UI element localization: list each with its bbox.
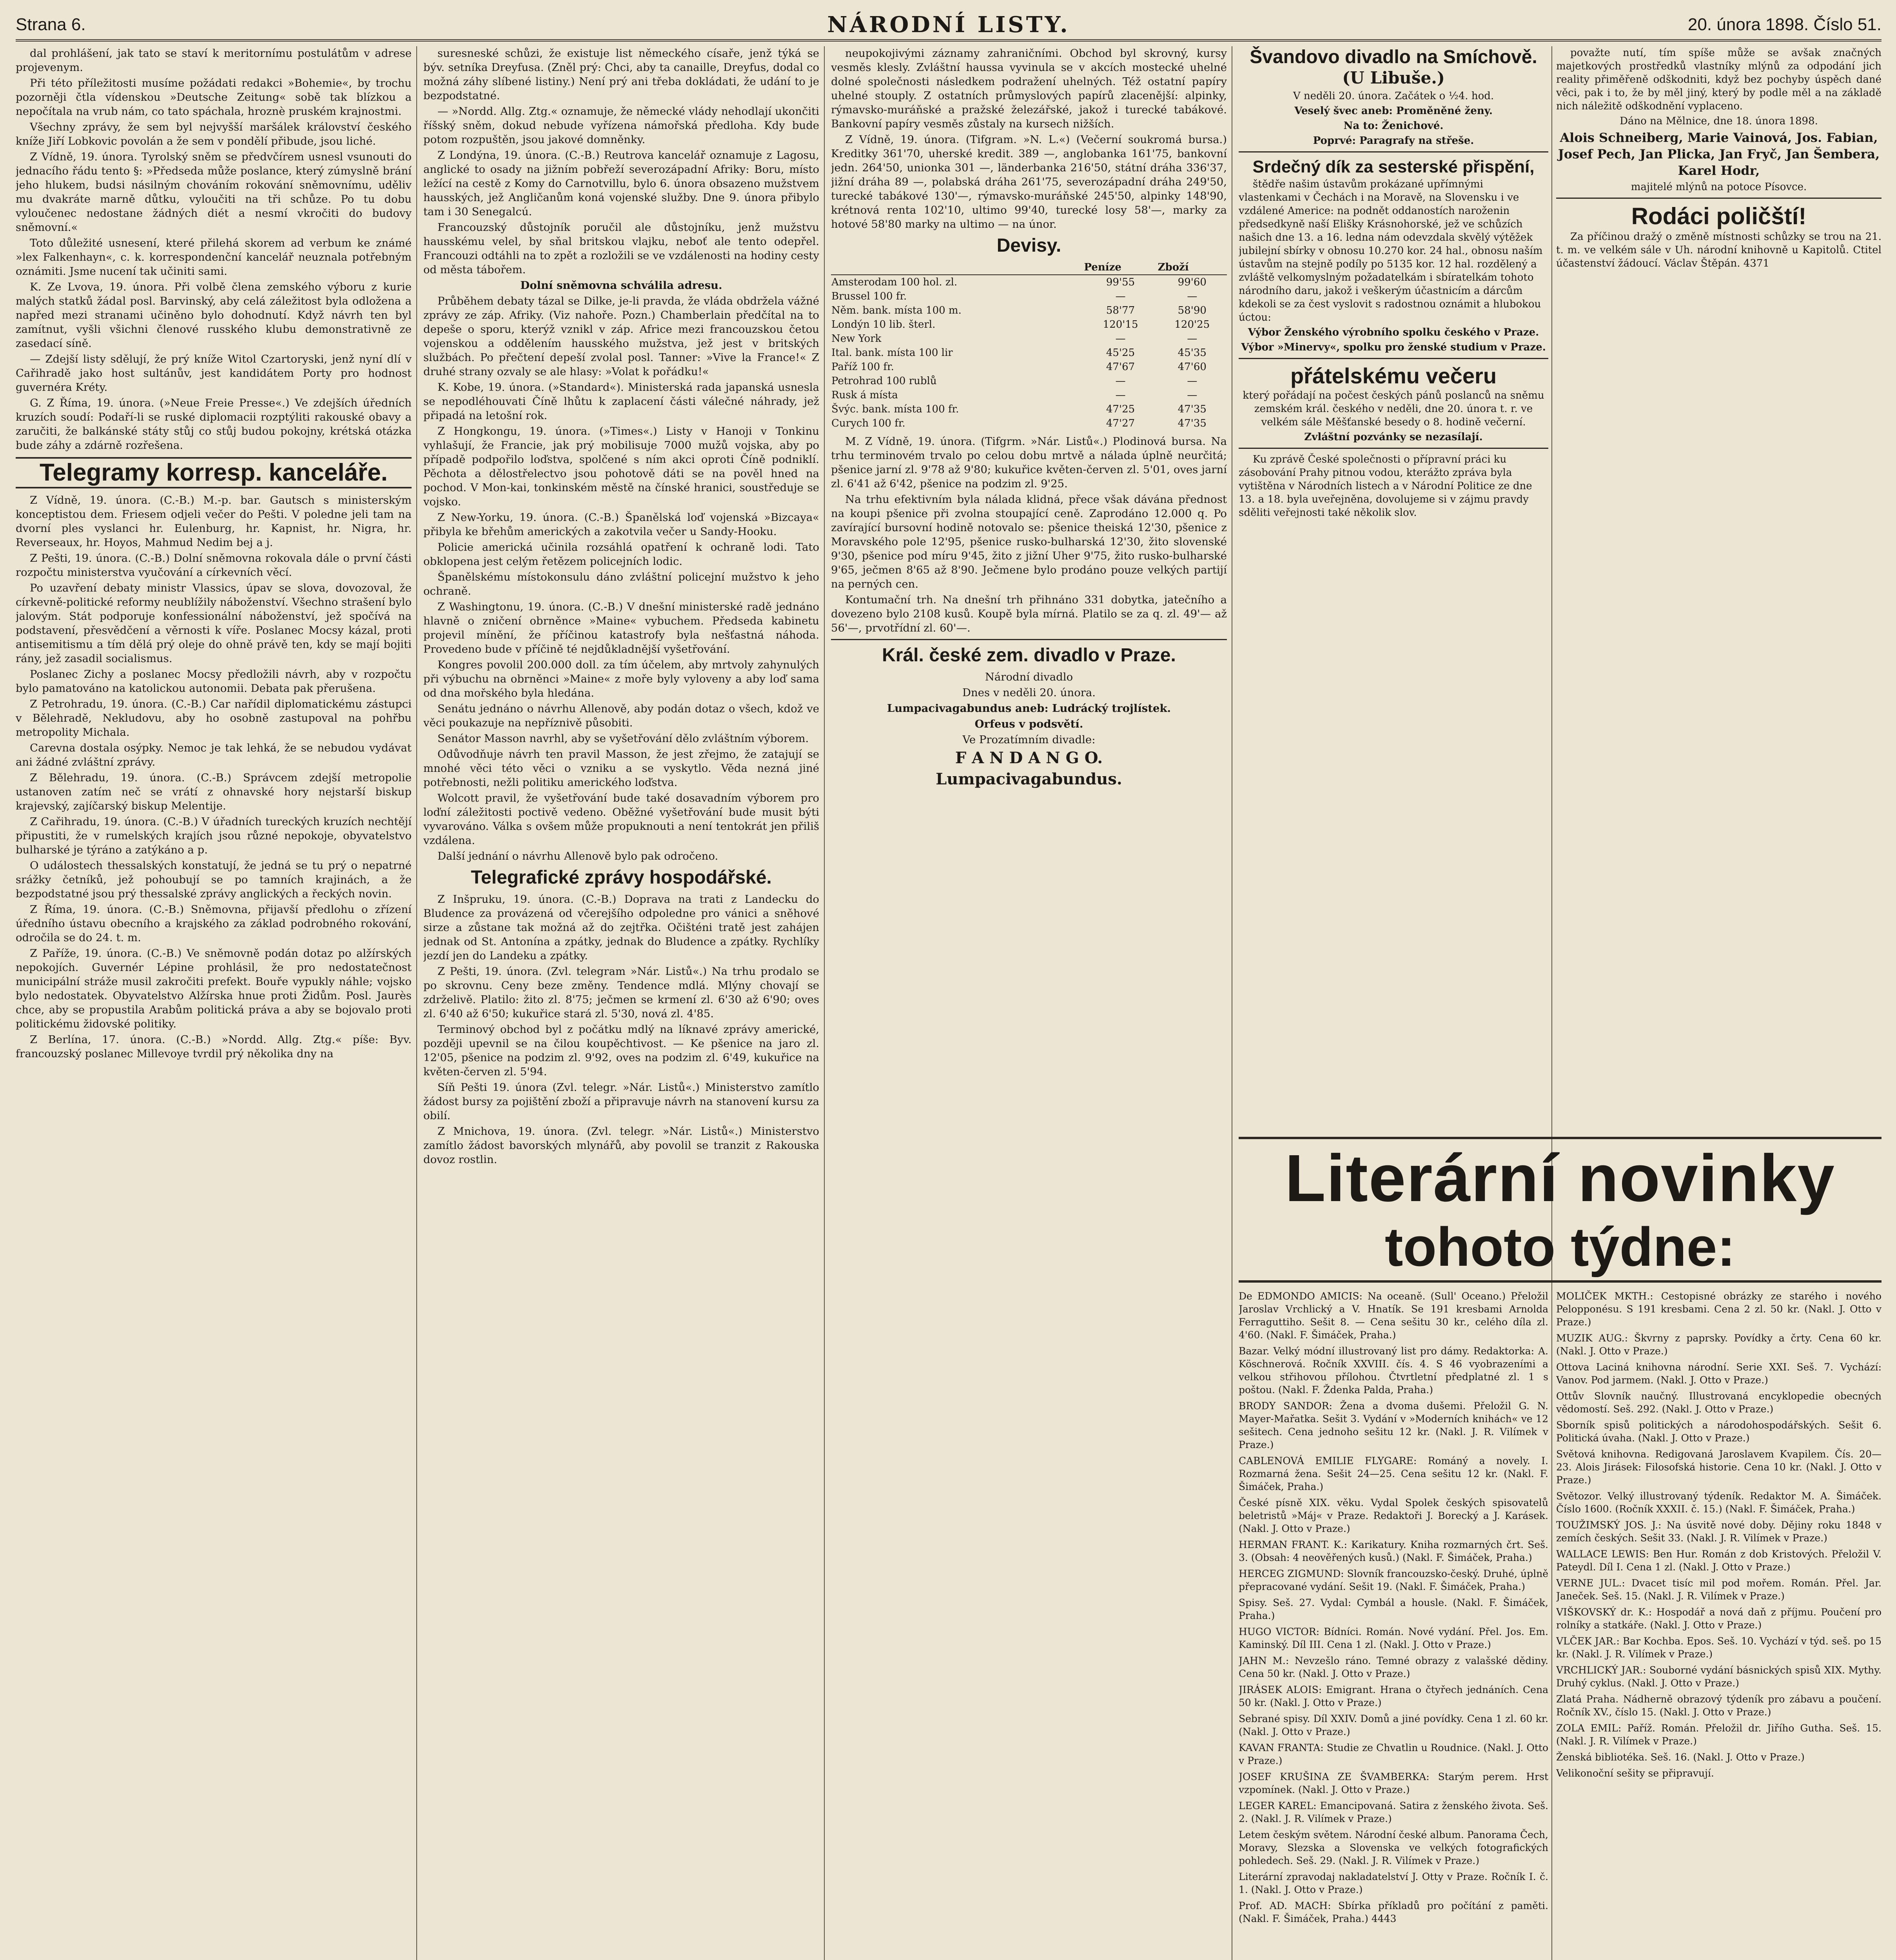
article-paragraph: Dolní sněmovna schválila adresu. — [520, 279, 722, 292]
literary-entry: České písně XIX. věku. Vydal Spolek českých spisovatelů beletristů »Máj« v Praze. Redaktoři J. Borecký a J. Karásek. (Nakl. J. Otto v Praze.) — [1239, 1497, 1548, 1534]
literary-entry: JAHN M.: Nevzešlo ráno. Temné obrazy z valašské dědiny. Cena 50 kr. (Nakl. J. Otto v Praze.) — [1239, 1655, 1548, 1679]
telegram-paragraph: Z Říma, 19. února. (C.-B.) Sněmovna, přijavší předlohu o zřízení úředního ústavu obecního a krajského za základ podrobného rokování, odročila se do 24. t. m. — [16, 903, 412, 944]
article-paragraph: Senátor Masson navrhl, aby se vyšetřování dělo zvláštním výborem. — [437, 732, 809, 745]
literary-entry: Ženská bibliotéka. Seš. 16. (Nakl. J. Otto v Praze.) — [1556, 1751, 1805, 1763]
literary-news-banner — [1239, 1137, 1881, 1283]
article-paragraph: Z Hongkongu, 19. února. (»Times«.) Listy v Hanoji v Tonkinu vyhlašují, že Francie, jak prý mobilisuje 7000 mužů vojska, aby po případě podpořilo loďstva, spolčené s ním akci oproti Číně podniklí. Pěchota a dělostřelectvo jsou pohotově dáti se na pověl hned na pochod. V Mon-kai, tonkinském městě na čínské hranici, soustředuje se vojsko. — [423, 425, 819, 508]
article-paragraph: Z Inšpruku, 19. února. (C.-B.) Doprava na trati z Landecku do Bludence za provázená od včerejšího odpoledne pro vánici a sněhové sirze a zůstane tak možná až do zejtřka. Očišténi tratě jest zahájen jednak od St. Antonína a zpátky, jednak do Bludence a zpátky. Rychlíky jezdí jen do Landeku a zpátky. — [423, 893, 819, 962]
table-cell: Švýc. bank. místa 100 fr. — [831, 403, 959, 415]
literary-entry: HUGO VICTOR: Bídníci. Román. Nové vydání. Přel. Jos. Em. Kaminský. Díl III. Cena 1 zl. (Nakl. J. Otto v Praze.) — [1239, 1626, 1548, 1650]
table-cell: 120'25 — [1174, 319, 1210, 330]
article-paragraph: Toto důležité usnesení, které přilehá skorem ad verbum ke známé »lex Falkenhayn«, c. k. korrespondenční kancelář neuznala potřebným oznámiti. Jsme nucení tak učiniti sami. — [16, 237, 412, 278]
article-paragraph: Síň Pešti 19. února (Zvl. telegr. »Nár. Listů«.) Ministerstvo zamítlo žádost bursy za pojištění zboží a připravuje návrh na stanovení kursu za obilí. — [423, 1081, 819, 1122]
section-heading: Telegrafické zprávy hospodářské. — [471, 867, 772, 888]
section-heading: Telegramy korresp. kanceláře. — [16, 457, 412, 488]
table-cell: — — [1115, 375, 1126, 387]
table-cell: 45'25 — [1106, 347, 1135, 359]
page-number: Strana 6. — [16, 15, 86, 34]
table-cell: — — [1115, 333, 1126, 345]
ad-text: Dáno na Mělnice, dne 18. února 1898. — [1620, 115, 1818, 127]
article-paragraph: Kongres povolil 200.000 doll. za tím účelem, aby mrtvoly zahynulých při výbuchu na obrněnci »Maine« z moře byly vyloveny a aby loď sama od dna mořského byla hledána. — [423, 659, 819, 699]
literary-entry: Sborník spisů politických a národohospodářských. Sešit 6. Politická úvaha. (Nakl. J. Otto v Praze.) — [1556, 1419, 1881, 1444]
table-header-cell — [831, 260, 1083, 275]
theatre-note: Ve Prozatímním divadle: — [962, 733, 1096, 746]
table-row — [831, 416, 1227, 430]
literary-title: Literární novinky — [1285, 1141, 1835, 1216]
theatre-play: F A N D A N G O. — [955, 749, 1103, 767]
theatre-play: Lumpacivagabundus. — [936, 770, 1122, 788]
article-paragraph: Policie americká učinila rozsáhlá opatření k ochraně lodi. Tato obklopena jest celým řetězem policejních lodic. — [423, 541, 819, 568]
telegram-paragraph: Z Bělehradu, 19. února. (C.-B.) Správcem zdejší metropolie ustanoven zatím neč se vrátí z ohnavské hory nejstarší biskup krajevský, zajíčarský biskup Melentije. — [16, 771, 412, 812]
article-paragraph: Při této příležitosti musíme požádati redakci »Bohemie«, by trochu pozorněji čtla vídenskou »Deutsche Zeitung« sobě tak blízkou a nepočítala na vrub nám, co tato spáchala, hroznè pruském krajnostmi. — [16, 77, 412, 118]
literary-subtitle: tohoto týdne: — [1384, 1216, 1736, 1278]
table-cell: — — [1115, 389, 1126, 401]
table-cell: — — [1187, 389, 1197, 401]
telegram-paragraph: Z Paříže, 19. února. (C.-B.) Ve sněmovně podán dotaz po alžírských nepokojích. Guvernér Lépine prohlásil, že pro nedostatečnost municipální stráže musil zakročiti prefekt. Bouře vypukly náhle; vojsko bylo nedostatek. Obyvatelstvo Alžírska hnue proti Židům. Posl. Jaurès chce, aby se propustila Arabům politická práva a aby se bojovalo proti politickému židovské politiky. — [16, 947, 412, 1030]
ad-text: Výbor »Minervy«, spolku pro ženské studium v Praze. — [1241, 341, 1546, 353]
article-paragraph: Z Londýna, 19. února. (C.-B.) Reutrova kancelář oznamuje z Lagosu, anglické to osady na jižním pobřeží severozápadní Afriky: Boru, místo ležící na cestě z Komy do Carnotvillu, bylo 6. února obsazeno mužstvem hausských, jež Angličanům koná vojenské služby. Dne 9. února přibylo tam i 30 Senegalcú. — [423, 149, 819, 218]
literary-entry: Velikonoční sešity se připravují. — [1556, 1768, 1714, 1779]
article-paragraph: Wolcott pravil, že vyšetřování bude také dosavadním výborem pro loďní záležitosti poctivě vedeno. Oběžné vyšetřování bude musit býti vyvarováno. Válka s ovšem může propuknouti a není tentokrát jen přiliš vzdálena. — [423, 792, 819, 847]
table-body — [831, 275, 1227, 430]
literary-entry: HERMAN FRANT. K.: Karikatury. Kniha rozmarných črt. Seš. 3. (Obsah: 4 neověřených kusů.) (Nakl. F. Šimáček, Praha.) — [1239, 1539, 1548, 1563]
literary-entry: VERNE JUL.: Dvacet tisíc mil pod mořem. Román. Přel. Jar. Janeček. Seš. 15. (Nakl. J. R. Vilímek v Praze.) — [1556, 1577, 1881, 1602]
article-paragraph: Španělskému místokonsulu dáno zvláštní policejní mužstvo k jeho ochraně. — [423, 571, 819, 597]
telegram-paragraph: Po uzavření debaty ministr Vlassics, úpav se slova, dovozoval, že církevně-politické reformy neublížily náboženství. Všechno strašení bylo jalovým. Stát podporuje konfessionální náboženství, jež spočívá na podstavení, přesvědčení a věrnosti k víře. Poslanec Mocsy kázal, proti antisemitismu a tím dělá prý oleje do ohně právě ten, kdy se mají bojiti rány, jež zasadil socialismus. — [16, 582, 412, 665]
column-divider — [416, 46, 417, 1960]
literary-column-right — [1556, 1290, 1881, 1960]
ad-title: přátelskému večeru — [1290, 363, 1497, 388]
ad-title: Srdečný dík za sesterské přispění, — [1252, 157, 1535, 176]
table-cell: Paříž 100 fr. — [831, 361, 894, 373]
literary-entry: Spisy. Seš. 27. Vydal: Cymbál a housle. (Nakl. F. Šimáček, Praha.) — [1239, 1597, 1548, 1621]
literary-entry: VIŠKOVSKÝ dr. K.: Hospodář a nová daň z příjmu. Poučení pro rolníky a statkáře. (Nakl. J. Otto v Praze.) — [1556, 1606, 1881, 1631]
table-cell: 58'90 — [1178, 305, 1207, 316]
ad-text: majitelé mlýnů na potoce Písovce. — [1631, 181, 1807, 193]
table-cell: Petrohrad 100 rublů — [831, 375, 937, 387]
article-paragraph: G. Z Říma, 19. února. (»Neue Freie Presse«.) Ve zdejších úředních kruzích soudí: Podaří-li se ruské diplomacii rozptýliti rakouské obavy a zaručiti, že balkánské státy stůj co stůj budou pokojny, krétská otázka bude záhy a zdárně rozřešena. — [16, 397, 412, 452]
table-row — [831, 388, 1227, 402]
newspaper-title: NÁRODNÍ LISTY. — [827, 12, 1070, 38]
table-cell: 47'27 — [1106, 417, 1135, 429]
table-cell: Curych 100 fr. — [831, 417, 905, 429]
divider — [1556, 198, 1881, 199]
article-paragraph: dal prohlášení, jak tato se staví k meritornímu postulátům v adrese projevenym. — [16, 47, 412, 74]
article-paragraph: Z Mnichova, 19. února. (Zvl. telegr. »Nár. Listů«.) Ministerstvo zamítlo žádost bavorských mlynářů, aby povolil se tranzit z Rakouska dovoz rostlin. — [423, 1125, 819, 1166]
literary-entry: Prof. AD. MACH: Sbírka příkladů pro počítání z paměti. (Nakl. F. Šimáček, Praha.) 4443 — [1239, 1900, 1548, 1924]
article-paragraph: M. Z Vídně, 19. února. (Tifgrm. »Nár. Listů«.) Plodinová bursa. Na trhu terminovém trvalo po celou dobu mrtvě a nálada úplně neurčitá; pšenice jarní zl. 9'78 až 9'80; kukuřice květen-červen zl. 5'01, oves jarní zl. 6'41 až 6'42, pšenice na podzim zl. 9'25. — [831, 435, 1227, 490]
article-paragraph: Kontumační trh. Na dnešní trh přihnáno 331 dobytka, jatečního a dovezeno bylo 2108 kusů. Koupě byla mírná. Platilo se za q. zl. 49'— až 56'—, prvotřídní zl. 60'—. — [831, 593, 1227, 634]
theatre-play: Orfeus v podsvětí. — [974, 718, 1083, 730]
literary-column-left — [1239, 1290, 1548, 1960]
literary-entry: Zlatá Praha. Nádherně obrazový týdeník pro zábavu a poučení. Ročník XV., číslo 15. (Nakl. J. Otto v Praze.) — [1556, 1693, 1881, 1718]
table-cell: Rusk á místa — [831, 389, 898, 401]
article-paragraph: Z Washingtonu, 19. února. (C.-B.) V dnešní ministerské radě jednáno hlavně o zničení obrněnce »Maine« vybuchem. Předseda kabinetu projevil mínění, že příčinou katastrofy byla nešťastná náhoda. Provedeno bude v příčině té nejdůkladnější vyšetřování. — [423, 601, 819, 655]
theatre-date: Dnes v neděli 20. února. — [962, 686, 1096, 699]
ad-text: který pořádají na počest českých pánů poslanců na sněmu zemském král. českého v neděli, dne 20. února t. r. ve velkém sále Měšťanské besedy o 8. hodině večerní. — [1243, 390, 1544, 428]
telegram-paragraph: Z Berlína, 17. února. (C.-B.) »Nordd. Allg. Ztg.« píše: Byv. francouzský poslanec Millevoye tvrdil prý několika dny na — [16, 1033, 412, 1060]
table-cell: New York — [831, 333, 882, 345]
table-cell: Brussel 100 fr. — [831, 290, 907, 302]
column-3 — [831, 46, 1227, 1960]
table-row — [831, 332, 1227, 346]
article-paragraph: Terminový obchod byl z počátku mdlý na líknavé zprávy americké, později upevnil se na čilou koupěchtivost. — Ke pšenice na jaro zl. 12'05, pšenice na podzim zl. 9'92, oves na podzim zl. 6'49, kukuřice na květen-červen zl. 5'94. — [423, 1023, 819, 1078]
article-paragraph: Z Pešti, 19. února. (Zvl. telegram »Nár. Listů«.) Na trhu prodalo se po skrovnu. Ceny beze změny. Tendence mdlá. Mlýny chovají se zdrželivě. Platilo: žito zl. 8'75; ječmen se krmení zl. 6'30 až 6'90; oves zl. 6'40 až 6'50; kukuřice stará zl. 5'30, nová zl. 4'85. — [423, 965, 819, 1020]
divider — [1239, 358, 1548, 359]
table-header-row — [831, 260, 1227, 275]
literary-entry: LEGER KAREL: Emancipovaná. Satira z ženského života. Seš. 2. (Nakl. J. R. Vilímek v Praze.) — [1239, 1800, 1548, 1824]
article-paragraph: — »Nordd. Allg. Ztg.« oznamuje, že německé vlády nehodlají ukončiti říšský sněm, dokud nebude vyřízena námořská předloha. Kdy bude potom rozpuštěn, jsou jakové domněnky. — [423, 105, 819, 146]
telegram-paragraph: Z Cařihradu, 19. února. (C.-B.) V úřadních tureckých kruzích nechtějí připustiti, že v rumelských krajích jsou různé nepokoje, obyvatelstvo bulharské je týráno a zatýkáno a p. — [16, 815, 412, 856]
table-row — [831, 374, 1227, 388]
theatre-play: Lumpacivagabundus aneb: Ludrácký trojlístek. — [887, 702, 1171, 715]
ad-title: Švandovo divadlo na Smíchově. — [1250, 47, 1537, 67]
ad-text: považte nutí, tím spíše může se avšak značných majetkových prostředků vlastníky mlýnů za odpodání jich reality přiměřeně odškodniti, když bez pochyby úspěch dané věci, pak i to, že by měl jiný, který by podle měl a na základě nich náležitě odškodnění vyplaceno. — [1556, 47, 1881, 112]
literary-entry: VLČEK JAR.: Bar Kochba. Epos. Seš. 10. Vychází v týd. seš. po 15 kr. (Nakl. J. R. Vilímek v Praze.) — [1556, 1635, 1881, 1660]
telegram-paragraph: Z Petrohradu, 19. února. (C.-B.) Car nařídil diplomatickému zástupci v Bělehradě, Nekludovu, aby ho osobně zastupoval na pohřbu metropolity Michala. — [16, 698, 412, 739]
telegram-paragraph: Carevna dostala osýpky. Nemoc je tak lehká, že se nebudou vydávat ani žádné zvláštní zprávy. — [16, 742, 412, 768]
literary-entry: Literární zpravodaj nakladatelství J. Otty v Praze. Ročník I. č. 1. (Nakl. J. Otto v Praze.) — [1239, 1871, 1548, 1895]
table-cell: 45'35 — [1178, 347, 1207, 359]
ad-text: Za příčinou dražý o změně místnosti schůzky se trou na 21. t. m. ve velkém sále v Uh. národní knihovně u Kapitolů. Ctitel účastenství žádoucí. Václav Štěpán. 4371 — [1556, 231, 1881, 269]
divider — [1239, 151, 1548, 152]
ad-text: Zvláštní pozvánky se nezasílají. — [1304, 431, 1483, 443]
ad-text: Ku zprávě České společnosti o přípravní práci ku zásobování Prahy pitnou vodou, kterážto zpráva byla vytištěna v Národních listech a v Národní Politice ze dne 13. a 18. byla uveřejněna, dovolujeme si v zájmu pravdy sděliti veřejnosti také několik slov. — [1239, 454, 1532, 519]
literary-entry: ZOLA EMIL: Paříž. Román. Přeložil dr. Jiřího Gutha. Seš. 15. (Nakl. J. R. Vilímek v Praze.) — [1556, 1722, 1881, 1747]
table-cell: — — [1187, 333, 1197, 345]
page-header — [16, 12, 1881, 42]
issue-date: 20. února 1898. Číslo 51. — [1687, 15, 1881, 34]
literary-entry: Letem českým světem. Národní české album. Panorama Čech, Moravy, Slezska a Slovenska ve velkých fotografických pohledech. Seš. 29. (Nakl. J. R. Vilímek v Praze.) — [1239, 1829, 1548, 1866]
table-cell: 47'35 — [1178, 417, 1207, 429]
table-cell: 47'60 — [1178, 361, 1207, 373]
ad-text: Poprvé: Paragrafy na střeše. — [1313, 135, 1474, 147]
column-divider — [824, 46, 825, 1960]
table-header-cell: Zboží — [1158, 260, 1227, 275]
article-paragraph: Další jednání o návrhu Allenově bylo pak odročeno. — [437, 850, 718, 862]
article-paragraph: suresneské schůzi, že existuje list německého císaře, jenž týká se býv. setníka Dreyfusa. (Zněl prý: Chci, aby ta canaille, Dreyfus, dodal co možná záhy slíbené listiny.) Není prý ani třeba dokládati, že udání to je bezpodstatné. — [423, 47, 819, 102]
literary-entry: Ottova Laciná knihovna národní. Serie XXI. Seš. 7. Vychází: Vanov. Pod jarmem. (Nakl. J. Otto v Praze.) — [1556, 1361, 1881, 1386]
advertisement-column-left — [1239, 46, 1548, 1128]
signatories: Alois Schneiberg, Marie Vainová, Jos. Fabian, Josef Pech, Jan Plicka, Jan Fryč, Jan Šembera, Karel Hodr, — [1558, 130, 1880, 178]
advertisement-column-right — [1556, 46, 1881, 1128]
article-paragraph: K. Kobe, 19. února. (»Standard«). Ministerská rada japanská usnesla se nepodléhouvati Číně lhůtu k zaplacení části válečné náhrady, jež připadá na letošní rok. — [423, 381, 819, 422]
ad-text: Veselý švec aneb: Proměněné ženy. — [1294, 105, 1493, 117]
table-cell: — — [1187, 375, 1197, 387]
article-paragraph: Z New-Yorku, 19. února. (C.-B.) Španělská loď vojenská »Bizcaya« přibyla ke břehům amerických a zakotvila večer u Sandy-Hooku. — [423, 511, 819, 538]
column-divider — [1551, 46, 1552, 1960]
article-paragraph: Průběhem debaty tázal se Dilke, je-li pravda, že vláda obdržela vážné zprávy ze záp. Afriky. (Viz nahoře. Pozn.) Chamberlain předčítal na to depeše o sporu, kterýž vznikl v záp. Africe mezi francouzskou četou vojenskou a oddělením hausského mužstva, jež jest v britských službách. Po přečtení depeší zvolal posl. Tanner: »Vive la France!« Z druhé strany ozvaly se ale hlasy: »Volat k pořádku!« — [423, 295, 819, 378]
article-paragraph: Všechny zprávy, že sem byl nejvyšší maršálek království českého kníže Jiří Lobkovic povolán a že sem v pondělí přibude, jsou liché. — [16, 121, 412, 147]
literary-entry: TOUŽIMSKÝ JOS. J.: Na úsvitě nové doby. Dějiny roku 1848 v zemích českých. Sešit 33. (Nakl. J. R. Vilímek v Praze.) — [1556, 1519, 1881, 1544]
telegram-paragraph: Z Vídně, 19. února. (C.-B.) M.-p. bar. Gautsch s ministerským konceptistou dem. Friesem odjeli večer do Pešti. V poledne jeli tam na dvorní ples vyslanci hr. Eulenburg, hr. Kapnist, hr. Nigra, hr. Reverseaux, hr. Hoyos, Mahmud Nedim bej a j. — [16, 494, 412, 549]
ad-subtitle: (U Libuše.) — [1342, 68, 1445, 87]
table-row — [831, 275, 1227, 289]
table-cell: 99'55 — [1106, 276, 1135, 288]
literary-entry: MUZIK AUG.: Škvrny z paprsky. Povídky a črty. Cena 60 kr. (Nakl. J. Otto v Praze.) — [1556, 1332, 1881, 1357]
table-cell: 120'15 — [1103, 319, 1138, 330]
literary-entry: WALLACE LEWIS: Ben Hur. Román z dob Kristových. Přeložil V. Pateydl. Díl I. Cena 1 zl. (Nakl. J. Otto v Praze.) — [1556, 1548, 1881, 1573]
literary-entry: JIRÁSEK ALOIS: Emigrant. Hrana o čtyřech jednáních. Cena 50 kr. (Nakl. J. Otto v Praze.) — [1239, 1684, 1548, 1708]
table-row — [831, 318, 1227, 332]
table-cell: Něm. bank. místa 100 m. — [831, 305, 962, 316]
literary-entry: Bazar. Velký módní illustrovaný list pro dámy. Redaktorka: A. Köschnerová. Ročník XXVIII. čís. 4. S 46 vyobrazeními a velkou střihovou přílohou. Čtvrtletní předplatné zl. 1 s poštou. (Nakl. F. Ždenka Palda, Praha.) — [1239, 1345, 1548, 1396]
literary-entry: Ottův Slovník naučný. Illustrovaná encyklopedie obecných vědomostí. Seš. 292. (Nakl. J. Otto v Praze.) — [1556, 1390, 1881, 1415]
ad-text: Na to: Ženichové. — [1343, 120, 1444, 132]
article-paragraph: K. Ze Lvova, 19. února. Při volbě člena zemského výboru z kurie malých statků žádal posl. Barvinský, aby celá záležitost byla odložena a napřed mezi stranami učiněno bylo dohodnutí. Když návrh ten byl zamítnut, vyšli všichni členové rusského klubu demonstrativně ze zasedací síně. — [16, 281, 412, 350]
literary-entry: BRODY SANDOR: Žena a dvoma dušemi. Přeložil G. N. Mayer-Mařatka. Sešit 3. Vydání v »Moderních knihách« ve 12 sešitech. Cena jednoho sešitu 12 kr. (Nakl. J. R. Vilímek v Praze.) — [1239, 1400, 1548, 1450]
literary-entry: HERCEG ZIGMUND: Slovník francouzsko-český. Druhé, úplně přepracované vydání. Sešit 19. (Nakl. F. Šimáček, Praha.) — [1239, 1568, 1548, 1592]
article-paragraph: Z Vídně, 19. února. Tyrolský sněm se předvčírem usnesl vsunouti do jednacího řádu tento §: »Předseda může poslance, který zúmyslně brání jeho hlukem, budsi násilným chováním rokování sněmovnímu, uděliv mu dvakráte marně důtku, vyloučiti na tři schůze. Po tu dobu vyloučenec nedostane žádných diét a nesmí vkročiti do budovy sněmovní.« — [16, 151, 412, 234]
theatre-name: Národní divadlo — [985, 671, 1073, 683]
ad-text: štědře našim ústavům prokázané upřímnými vlastenkami v Čechách i na Moravě, na Slovensku i ve vzdálené Americe: na podnět oddanostích naroženin předsedkyně naší Elišky Krásnohorské, jež ve schůzích našich dne 13. a 16. ledna nám odevzdala skvělý výtěžek jubilejní sbírky v obnosu 10.270 kor. 24 hal., obnosu naším ústavům na stejně podíly po 5135 kor. 12 hal. rozdělený a zvláště velkomyslným požadatelkám i sbíratelkám tohoto národního daru, jakož i veškerým účastnicím a dárcům kdekoli se za čest vyslovit s radostnou oznámit a hlubokou úctou: — [1239, 178, 1543, 323]
table-row — [831, 346, 1227, 360]
telegram-paragraph: Poslanec Zichy a poslanec Mocsy předložili návrh, aby v rozpočtu bylo pamatováno na katolickou autonomii. Debata pak přerušena. — [16, 668, 412, 695]
article-paragraph: neupokojivými záznamy zahraničními. Obchod byl skrovný, kursy vesměs klesly. Zvláštní haussa vyvinula se v akcích mostecké uhelné dolné společnosti následkem podražení uhelných. Též ostatní papíry uhelné stouply. Z ostatních průmyslových papírů zlacenější: alpinky, rýmavsko-muráňské a pražské železářské, jakož i turecké tabákové. Bankovní papíry vesměs zůstaly na kursech nižších. — [831, 47, 1227, 130]
ad-title: Rodáci poličští! — [1631, 203, 1807, 229]
divider — [831, 639, 1227, 640]
table-cell: Londýn 10 lib. šterl. — [831, 319, 936, 330]
theatre-heading: Král. české zem. divadlo v Praze. — [882, 645, 1176, 666]
article-paragraph: Senátu jednáno o návrhu Allenově, aby podán dotaz o všech, kdož ve věci poukazuje na nepříznivě působiti. — [423, 702, 819, 729]
literary-entry: JOSEF KRUŠINA ZE ŠVAMBERKA: Starým perem. Hrst vzpomínek. (Nakl. J. Otto v Praze.) — [1239, 1771, 1548, 1795]
table-row — [831, 303, 1227, 318]
ad-text: Výbor Ženského výrobního spolku českého v Praze. — [1248, 327, 1539, 338]
literary-entry: De EDMONDO AMICIS: Na oceaně. (Sull' Oceano.) Přeložil Jaroslav Vrchlický a V. Hnatík. Se 191 kresbami Arnolda Ferraguttiho. Sešit 8. — Cena sešitu 30 kr., celého díla zl. 4'60. (Nakl. F. Šimáček, Praha.) — [1239, 1290, 1548, 1341]
table-row — [831, 402, 1227, 416]
table-header-cell: Peníze — [1083, 260, 1157, 275]
table-cell: — — [1115, 290, 1126, 302]
ad-text: V neděli 20. února. Začátek o ½4. hod. — [1293, 90, 1494, 102]
literary-entry: Sebrané spisy. Díl XXIV. Domů a jiné povídky. Cena 1 zl. 60 kr. (Nakl. J. Otto v Praze.) — [1239, 1713, 1548, 1737]
telegram-paragraph: O událostech thessalských konstatují, že jedná se tu prý o nepatrné srážky četníků, jež pohoubují se po tamních krajinách, a že bezpodstatné jsou prý thessalské zprávy anglických a řeckých novin. — [16, 859, 412, 900]
article-paragraph: — Zdejší listy sdělují, že prý kníže Witol Czartoryski, jenž nyní dlí v Cařihradě jako host sultánův, jest kandidátem Porty pro hodnost guvernéra Kréty. — [16, 353, 412, 394]
literary-entry: KAVAN FRANTA: Studie ze Chvatlin u Roudnice. (Nakl. J. Otto v Praze.) — [1239, 1742, 1548, 1766]
article-paragraph: Z Vídně, 19. února. (Tifgram. »N. L.«) (Večerní soukromá bursa.) Kreditky 361'70, uherské kredit. 389 —, anglobanka 161'75, bankovní jedn. 264'50, unionka 301 —, länderbanka 216'50, státní dráha 336'37, jižní dráha 89 —, polabská dráha 261'75, severozápadní dráha 249'50, turecké tabákové 130'—, rýmavsko-muráňské 245'50, alpinky 148'90, krétnová renta 102'10, ultimo 99'40, turecké losy 58'—, marky za hotové 58'80 marky na ultimo — na únor. — [831, 133, 1227, 230]
table-cell: 47'67 — [1106, 361, 1135, 373]
literary-entry: CABLENOVÁ EMILIE FLYGARE: Románý a novely. I. Rozmarná žena. Sešit 24—25. Cena sešitu 12 kr. (Nakl. F. Šimáček, Praha.) — [1239, 1455, 1548, 1492]
table-cell: Ital. bank. místa 100 lir — [831, 347, 953, 359]
table-cell: 58'77 — [1106, 305, 1135, 316]
column-1 — [16, 46, 412, 1960]
table-cell: — — [1187, 290, 1197, 302]
telegram-paragraph: Z Pešti, 19. února. (C.-B.) Dolní sněmovna rokovala dále o první části rozpočtu ministerstva vyučování a církevních věcí. — [16, 552, 412, 579]
table-cell: Amsterodam 100 hol. zl. — [831, 276, 958, 288]
devisy-table — [831, 260, 1227, 430]
devisy-heading: Devisy. — [996, 235, 1061, 256]
table-row — [831, 289, 1227, 303]
article-paragraph: Odůvodňuje návrh ten pravil Masson, že jest zřejmo, že zatajují se mnohé věci této věci o vzniku a se vyskytlo. Věda nezná jiné potřebnosti, nežli politiku amerického loďstva. — [423, 748, 819, 789]
literary-entry: VRCHLICKÝ JAR.: Souborné vydání básnických spisů XIX. Mythy. Druhý cyklus. (Nakl. J. Otto v Praze.) — [1556, 1664, 1881, 1689]
literary-entry: MOLIČEK MKTH.: Cestopisné obrázky ze starého i nového Pelopponésu. S 191 kresbami. Cena 2 zl. 50 kr. (Nakl. J. Otto v Praze.) — [1556, 1290, 1881, 1328]
table-cell: 47'35 — [1178, 403, 1207, 415]
article-paragraph: Na trhu efektivním byla nálada klidná, přece však dávána přednost na koupi pšenice při zvolna stoupající ceně. Zaprodáno 12.000 q. Po zavírající bursovní hodině notovalo se: pšenice theiská 12'30, pšenice z Moravského pole 12'95, pšenice rusko-bulharská 12'30, žito slovenské 9'30, pšenice pod míru 9'45, žito z jižní Uher 9'75, žito rusko-bulharské 9'65, ječmen 8'65 až 8'90. Ječmene bylo prodáno pouze velkých partijí na perných cen. — [831, 493, 1227, 590]
table-cell: 99'60 — [1178, 276, 1207, 288]
literary-entry: Světozor. Velký illustrovaný týdeník. Redaktor M. A. Šimáček. Číslo 1600. (Ročník XXXII. č. 15.) (Nakl. F. Šimáček, Praha.) — [1556, 1490, 1881, 1515]
divider — [1239, 448, 1548, 449]
article-paragraph: Francouzský důstojník poručil ale důstojníku, jenž mužstvu hausskému velel, by sňal britskou vlajku, neboť ale tento odepřel. Francouzi odtáhli na to zpět a rozložili se ve vzdálenosti na hodiny cesty od města tábořem. — [423, 221, 819, 276]
column-2 — [423, 46, 819, 1960]
literary-entry: Světová knihovna. Redigovaná Jaroslavem Kvapilem. Čís. 20—23. Alois Jirásek: Filosofská historie. Cena 10 kr. (Nakl. J. Otto v Praze.) — [1556, 1448, 1881, 1486]
table-cell: 47'25 — [1106, 403, 1135, 415]
table-row — [831, 360, 1227, 374]
